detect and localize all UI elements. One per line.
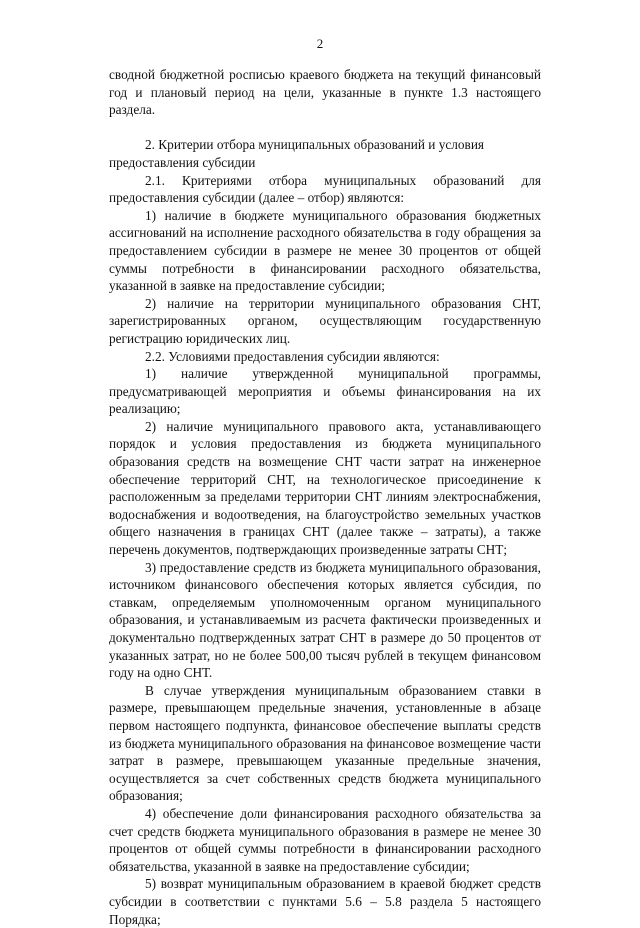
paragraph-2-1-item-2: 2) наличие на территории муниципального образования СНТ, зарегистрированных органом, осуществляющим государственную регистрацию юридических лиц.: [109, 295, 541, 346]
paragraph-2-2-item-5: 5) возврат муниципальным образованием в краевой бюджет средств субсидии в соответствии с пунктами 5.6 – 5.8 раздела 5 настоящего Порядка;: [109, 876, 541, 927]
document-body: [109, 66, 541, 928]
page-number: 2: [316, 36, 324, 51]
paragraph-continuation: сводной бюджетной росписью краевого бюджета на текущий финансовый год и плановый период на цели, указанные в пункте 1.3 настоящего раздела.: [109, 67, 541, 118]
paragraph-2-2-item-1: 1) наличие утвержденной муниципальной программы, предусматривающей мероприятия и объемы финансирования на их реализацию;: [109, 366, 541, 417]
paragraph-2-1-item-1: 1) наличие в бюджете муниципального образования бюджетных ассигнований на исполнение расходного обязательства в году обращения за предоставлением субсидии в размере не менее 30 процентов от общей суммы потребности в финансировании расходного обязательства, указанной в заявке на предоставление субсидии;: [109, 207, 541, 294]
paragraph-2-2-item-3-note: В случае утверждения муниципальным образованием ставки в размере, превышающем предельные значения, установленные в абзаце первом настоящего подпункта, финансовое обеспечение выплаты средств из бюджета муниципального образования на финансовое возмещение части затрат в размере, превышающем указанные предельные значения, осуществляется за счет собственных средств бюджета муниципального образования;: [109, 682, 541, 804]
paragraph-2-2-item-4: 4) обеспечение доли финансирования расходного обязательства за счет средств бюджета муниципального образования в размере не менее 30 процентов от общей суммы потребности в финансировании расходного обязательства, указанной в заявке на предоставление субсидии;: [109, 805, 541, 874]
paragraph-2-1: 2.1. Критериями отбора муниципальных образований для предоставления субсидии (далее – отбор) являются:: [109, 172, 541, 206]
section-heading: 2. Критерии отбора муниципальных образований и условия предоставления субсидии: [109, 137, 485, 170]
paragraph-2-2-item-3: 3) предоставление средств из бюджета муниципального образования, источником финансового обеспечения которых является субсидия, по ставкам, определяемым уполномоченным органом муниципального образования, и устанавливаемым из расчета фактически произведенных и документально подтвержденных затрат СНТ в размере до 50 процентов от указанных затрат, но не более 500,00 тысяч рублей в текущем финансовом году на одно СНТ.: [109, 559, 541, 681]
paragraph-2-2-item-2: 2) наличие муниципального правового акта, устанавливающего порядок и условия предоставления из бюджета муниципального образования средств на возмещение СНТ части затрат на инженерное обеспечение территорий СНТ, на технологическое присоединение к расположенным за пределами территории СНТ линиям электроснабжения, водоснабжения и водоотведения, на благоустройство земельных участков общего назначения в границах СНТ (далее также – затраты), а также перечень документов, подтверждающих произведенные затраты СНТ;: [109, 418, 541, 558]
paragraph-2-2: 2.2. Условиями предоставления субсидии являются:: [145, 348, 440, 364]
